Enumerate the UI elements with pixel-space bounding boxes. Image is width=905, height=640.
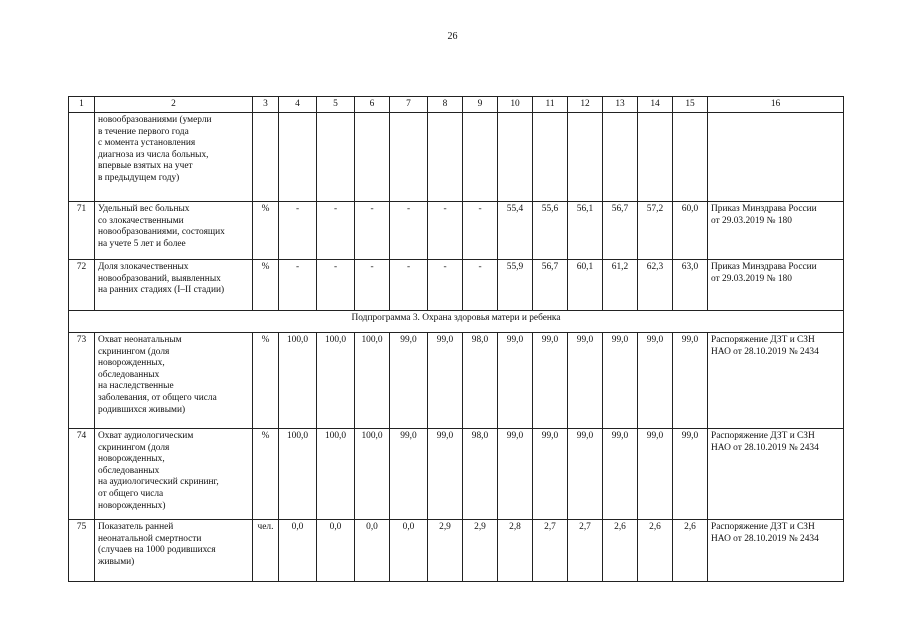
value-cell: 99,0 — [533, 333, 568, 429]
unit-cell: % — [253, 333, 279, 429]
value-cell: - — [463, 260, 498, 311]
empty-cell — [253, 113, 279, 202]
value-cell: 2,7 — [533, 520, 568, 582]
value-cell: 99,0 — [568, 429, 603, 520]
value-cell: 98,0 — [463, 429, 498, 520]
source-document: Распоряжение ДЗТ и СЗН НАО от 28.10.2019 № 2434 — [708, 429, 844, 520]
value-cell: 99,0 — [390, 333, 428, 429]
column-header: 9 — [463, 97, 498, 113]
page-number: 26 — [447, 31, 458, 42]
unit-cell: чел. — [253, 520, 279, 582]
column-header: 13 — [603, 97, 638, 113]
table-row — [69, 113, 844, 202]
value-cell: 99,0 — [603, 333, 638, 429]
column-header: 8 — [428, 97, 463, 113]
value-cell: 57,2 — [638, 202, 673, 260]
empty-cell — [708, 113, 844, 202]
indicator-name: Показатель ранней неонатальной смертности (случаев на 1000 родившихся живыми) — [95, 520, 253, 582]
indicator-name: Охват неонатальным скринингом (доля новорожденных, обследованных на наследственные заболевания, от общего числа родившихся живыми) — [95, 333, 253, 429]
value-cell: - — [390, 202, 428, 260]
empty-cell — [498, 113, 533, 202]
row-number: 73 — [69, 333, 95, 429]
empty-cell — [463, 113, 498, 202]
value-cell: 0,0 — [390, 520, 428, 582]
value-cell: 100,0 — [317, 333, 355, 429]
empty-cell — [279, 113, 317, 202]
value-cell: 55,9 — [498, 260, 533, 311]
value-cell: 0,0 — [355, 520, 390, 582]
row-number: 75 — [69, 520, 95, 582]
value-cell: 99,0 — [638, 429, 673, 520]
section-row — [69, 311, 844, 333]
table-row — [69, 429, 844, 520]
value-cell: 100,0 — [279, 429, 317, 520]
value-cell: 98,0 — [463, 333, 498, 429]
value-cell: 99,0 — [673, 429, 708, 520]
empty-cell — [428, 113, 463, 202]
empty-cell — [603, 113, 638, 202]
column-header: 10 — [498, 97, 533, 113]
value-cell: 100,0 — [355, 429, 390, 520]
value-cell: - — [463, 202, 498, 260]
value-cell: 2,6 — [638, 520, 673, 582]
value-cell: 61,2 — [603, 260, 638, 311]
row-number: 72 — [69, 260, 95, 311]
value-cell: 100,0 — [279, 333, 317, 429]
unit-cell: % — [253, 202, 279, 260]
value-cell: 2,7 — [568, 520, 603, 582]
column-header: 11 — [533, 97, 568, 113]
column-header: 5 — [317, 97, 355, 113]
column-header: 4 — [279, 97, 317, 113]
indicator-name: Охват аудиологическим скринингом (доля новорожденных, обследованных на аудиологический скрининг, от общего числа новорожденных) — [95, 429, 253, 520]
value-cell: 99,0 — [568, 333, 603, 429]
value-cell: 99,0 — [603, 429, 638, 520]
indicators-table — [68, 96, 844, 582]
source-document: Приказ Минздрава России от 29.03.2019 № 180 — [708, 260, 844, 311]
column-header: 7 — [390, 97, 428, 113]
value-cell: 0,0 — [279, 520, 317, 582]
value-cell: - — [355, 202, 390, 260]
column-header: 6 — [355, 97, 390, 113]
empty-cell — [673, 113, 708, 202]
column-header: 1 — [69, 97, 95, 113]
section-title: Подпрограмма 3. Охрана здоровья матери и ребенка — [69, 311, 844, 333]
value-cell: 55,6 — [533, 202, 568, 260]
value-cell: 55,4 — [498, 202, 533, 260]
value-cell: 0,0 — [317, 520, 355, 582]
row-number — [69, 113, 95, 202]
row-number: 74 — [69, 429, 95, 520]
column-header: 16 — [708, 97, 844, 113]
source-document: Распоряжение ДЗТ и СЗН НАО от 28.10.2019 № 2434 — [708, 520, 844, 582]
table-row — [69, 202, 844, 260]
value-cell: 2,6 — [673, 520, 708, 582]
value-cell: 99,0 — [390, 429, 428, 520]
value-cell: 2,9 — [428, 520, 463, 582]
value-cell: 99,0 — [498, 333, 533, 429]
value-cell: 63,0 — [673, 260, 708, 311]
value-cell: - — [390, 260, 428, 311]
empty-cell — [533, 113, 568, 202]
value-cell: 56,1 — [568, 202, 603, 260]
column-header: 12 — [568, 97, 603, 113]
table-row — [69, 520, 844, 582]
value-cell: 56,7 — [603, 202, 638, 260]
column-header: 3 — [253, 97, 279, 113]
row-number: 71 — [69, 202, 95, 260]
value-cell: - — [317, 202, 355, 260]
value-cell: - — [317, 260, 355, 311]
column-header: 14 — [638, 97, 673, 113]
value-cell: - — [355, 260, 390, 311]
value-cell: 60,1 — [568, 260, 603, 311]
value-cell: 99,0 — [498, 429, 533, 520]
value-cell: 99,0 — [428, 333, 463, 429]
empty-cell — [390, 113, 428, 202]
empty-cell — [568, 113, 603, 202]
empty-cell — [355, 113, 390, 202]
value-cell: 56,7 — [533, 260, 568, 311]
source-document: Распоряжение ДЗТ и СЗН НАО от 28.10.2019 № 2434 — [708, 333, 844, 429]
value-cell: 60,0 — [673, 202, 708, 260]
value-cell: 99,0 — [533, 429, 568, 520]
source-document: Приказ Минздрава России от 29.03.2019 № 180 — [708, 202, 844, 260]
value-cell: 2,6 — [603, 520, 638, 582]
indicator-name: Доля злокачественных новообразований, выявленных на ранних стадиях (I–II стадии) — [95, 260, 253, 311]
unit-cell: % — [253, 429, 279, 520]
indicator-name: Удельный вес больных со злокачественными новообразованиями, состоящих на учете 5 лет и более — [95, 202, 253, 260]
table-header-row — [69, 97, 844, 113]
value-cell: - — [279, 202, 317, 260]
value-cell: 99,0 — [638, 333, 673, 429]
unit-cell: % — [253, 260, 279, 311]
column-header: 15 — [673, 97, 708, 113]
value-cell: 100,0 — [317, 429, 355, 520]
empty-cell — [317, 113, 355, 202]
column-header: 2 — [95, 97, 253, 113]
table-row — [69, 333, 844, 429]
value-cell: 99,0 — [428, 429, 463, 520]
empty-cell — [638, 113, 673, 202]
value-cell: 2,8 — [498, 520, 533, 582]
value-cell: - — [279, 260, 317, 311]
value-cell: 100,0 — [355, 333, 390, 429]
indicator-name: новообразованиями (умерли в течение первого года с момента установления диагноза из числа больных, впервые взятых на учет в предыдущем году) — [95, 113, 253, 202]
value-cell: 62,3 — [638, 260, 673, 311]
value-cell: 99,0 — [673, 333, 708, 429]
value-cell: 2,9 — [463, 520, 498, 582]
table-row — [69, 260, 844, 311]
value-cell: - — [428, 260, 463, 311]
value-cell: - — [428, 202, 463, 260]
